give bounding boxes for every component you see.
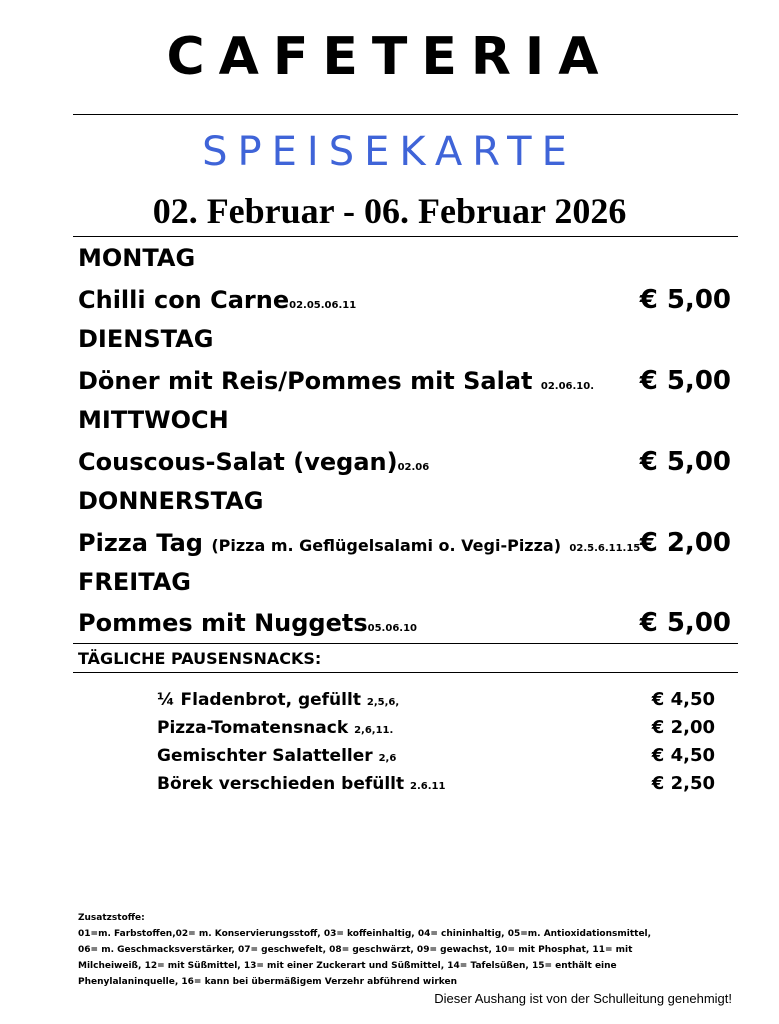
dish-name: Pommes mit Nuggets [78,609,368,637]
footnote-line: 01=m. Farbstoffen,02= m. Konservierungsstoff, 03= koffeinhaltig, 04= chininhaltig, 05=m. Antioxidationsmittel, [78,929,652,939]
additive-codes: 2,5,6, [366,697,400,708]
dish-thursday [78,526,640,566]
price-thursday: € 2,00 [639,528,731,558]
snacks-heading: TÄGLICHE PAUSENSNACKS: [78,649,322,668]
approval-note: Dieser Aushang ist von der Schulleitung genehmigt! [434,991,732,1006]
additives-footnote [78,910,738,990]
price-tuesday: € 5,00 [639,366,731,396]
snack-price: € 2,50 [651,773,715,794]
additive-codes: 05.06.10 [367,623,417,634]
price-friday: € 5,00 [639,608,731,638]
dish-tuesday [78,364,594,404]
footnote-line: 06= m. Geschmacksverstärker, 07= geschwefelt, 08= geschwärzt, 09= gewachst, 10= mit Phosphat, 11= mit [78,945,633,955]
dish-monday [78,283,356,323]
snacks-divider-bottom [73,672,738,673]
snack-name: Gemischter Salatteller [157,746,373,766]
menu-subtitle: SPEISEKARTE [202,129,577,175]
snack-price: € 4,50 [651,689,715,710]
header-divider [73,236,738,237]
additive-codes: 2,6,11. [354,725,394,736]
additive-codes: 02.06 [397,462,430,473]
price-monday: € 5,00 [639,285,731,315]
snack-item [157,715,393,744]
dish-name: Döner mit Reis/Pommes mit Salat [78,367,533,395]
snack-item [157,743,396,772]
title-divider [73,114,738,115]
snack-item [157,771,445,800]
additive-codes: 2,6 [378,753,397,764]
price-wednesday: € 5,00 [639,447,731,477]
date-range: 02. Februar - 06. Februar 2026 [152,191,627,231]
dish-name: Chilli con Carne [78,286,290,314]
footnote-heading: Zusatzstoffe: [78,913,145,923]
dish-description: (Pizza m. Geflügelsalami o. Vegi-Pizza) [211,536,562,555]
snack-name: Börek verschieden befüllt [157,774,405,794]
snack-name: ¼ Fladenbrot, gefüllt [157,690,361,710]
additive-codes: 2.6.11 [410,781,446,792]
snack-price: € 2,00 [651,717,715,738]
dish-name: Couscous-Salat (vegan) [78,448,398,476]
page-title: CAFETERIA [166,27,613,87]
snack-item [157,687,399,716]
snack-name: Pizza-Tomatensnack [157,718,349,738]
additive-codes: 02.05.06.11 [289,300,357,311]
footnote-line: Milcheiweiß, 12= mit Süßmittel, 13= mit einer Zuckerart und Süßmittel, 14= Tafelsüßen, 15= enthält eine [78,961,617,971]
footnote-line: Phenylalaninquelle, 16= kann bei übermäßigem Verzehr abführend wirken [78,977,458,987]
day-tuesday: DIENSTAG [78,325,214,353]
additive-codes: 02.5.6.11.15 [569,543,641,554]
day-wednesday: MITTWOCH [78,406,229,434]
day-thursday: DONNERSTAG [78,487,264,515]
dish-name: Pizza Tag [78,529,203,557]
snack-price: € 4,50 [651,745,715,766]
dish-friday [78,606,417,646]
dish-wednesday [78,445,429,485]
snacks-divider-top [73,643,738,644]
day-monday: MONTAG [78,244,196,272]
additive-codes: 02.06.10. [540,381,595,392]
day-friday: FREITAG [78,568,191,596]
